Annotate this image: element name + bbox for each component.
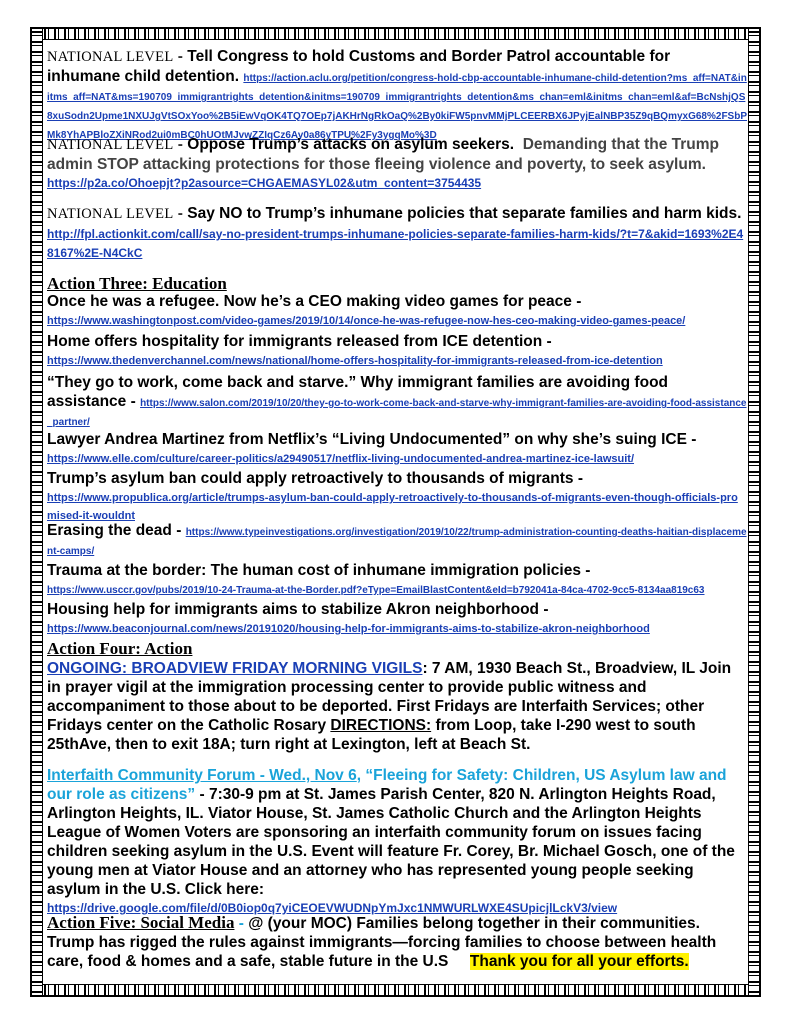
national-title: Tell Congress to hold Customs and Border Patrol accountable for inhumane child detention. <box>47 48 671 85</box>
vigil-time: : 7 AM, 1930 Beach St., Broadview, IL <box>422 660 695 677</box>
forum-title: , “Fleeing for Safety: Children, US Asylum law and our role as citizens” <box>47 767 727 803</box>
article-title: Home offers hospitality for immigrants released from ICE detention - <box>47 333 552 350</box>
directions-label: DIRECTIONS: <box>330 717 432 734</box>
directions-text: from Loop, take I-290 west to south 25thAve, then to exit 18A; turn right at Lexington, left at Beach St. <box>47 717 696 753</box>
section-heading: Action Three: Education <box>47 274 227 293</box>
petition-link[interactable]: https://action.aclu.org/petition/congress-hold-cbp-accountable-inhumane-child-detention?ms_aff=NAT&initms_aff=NAT&ms=190709_immigrantrights_detention&initms=190709_immigrantrights_detention&ms_chan=eml&initms_chan=eml&af=BcNshjQS8xuSodn2Upme1NXUJgVtSOxYoo%2B5iEwVqOK4TQ7OEp7jAKHrNgRkOaQ%2By0kiFW5pnvMMjPLCEERBX6JPyjEalNBP35Z9qBQmyxG68%2FSbPMk8YhAPBloZXiNRod2ui0mBC0hUOtMJvwZZIqCz6Ay0a86yTPU%2Fy3ygqMo%3D <box>47 73 748 141</box>
article-title: Trump’s asylum ban could apply retroactively to thousands of migrants - <box>47 470 583 487</box>
national-desc: Demanding that the Trump admin STOP attacking protections for those fleeing violence and poverty, to seek asylum. <box>47 136 720 173</box>
level-label: NATIONAL LEVEL <box>47 137 174 153</box>
social-section <box>47 913 747 971</box>
level-label: NATIONAL LEVEL <box>47 206 174 222</box>
vigil-link[interactable]: ONGOING: BROADVIEW FRIDAY MORNING VIGILS <box>47 660 423 677</box>
article-link[interactable]: https://www.typeinvestigations.org/investigation/2019/10/22/trump-administration-counting-deaths-haitian-displacement-camps/ <box>47 527 747 557</box>
education-item-1 <box>47 292 747 329</box>
article-title: Erasing the dead - <box>47 522 182 539</box>
article-title: “They go to work, come back and starve.” Why immigrant families are avoiding food assistance - <box>47 374 668 410</box>
border-right <box>748 29 759 995</box>
section-heading: Action Four: Action <box>47 639 193 658</box>
forum-link[interactable]: Interfaith Community Forum - Wed., Nov 6 <box>47 767 357 784</box>
section-heading: Action Five: Social Media <box>47 913 235 932</box>
article-link[interactable]: https://www.salon.com/2019/10/20/they-go-to-work-come-back-and-starve-why-immigrant-families-are-avoiding-food-assistance_partner/ <box>47 398 747 428</box>
education-section <box>47 274 747 294</box>
education-item-5 <box>47 469 747 524</box>
education-item-7 <box>47 561 747 598</box>
forum-event <box>47 766 747 917</box>
article-title: Trauma at the border: The human cost of inhumane immigration policies - <box>47 562 591 579</box>
forum-text: - 7:30-9 pm at St. James Parish Center, 820 N. Arlington Heights Road, Arlington Heights, IL. Viator House, St. James Catholic Church and the Arlington Heights League of Women Voters are sponsoring an interfaith community forum on issues facing children seeking asylum in the U.S. Event will feature Fr. Corey, Br. Michael Gosch, one of the young men at Viator House and an attorney who has represented young people seeking asylum in the U.S. Click here: <box>47 786 735 898</box>
national-item-2: NATIONAL LEVEL - Oppose Trump’s attacks on asylum seekers. Demanding that the Trump admin STOP attacking protections for those fleeing violence and poverty, to seek asylum. https://p2a.co/Ohoepjt?p2asource=CHGAEMASYL02&utm_content=3754435 <box>47 136 720 190</box>
forum-drive-link[interactable]: https://drive.google.com/file/d/0B0iop0q7yiCEOEVWUDNpYmJxc1NMWURLWXE4SUpicjlLckV3/view <box>47 901 618 915</box>
article-link[interactable]: https://www.elle.com/culture/career-politics/a29490517/netflix-living-undocumented-andrea-martinez-ice-lawsuit/ <box>47 453 635 465</box>
article-title: Housing help for immigrants aims to stabilize Akron neighborhood - <box>47 601 549 618</box>
social-dash: - <box>234 915 249 932</box>
article-link[interactable]: https://www.usccr.gov/pubs/2019/10-24-Trauma-at-the-Border.pdf?eType=EmailBlastContent&eId=b792041a-84ca-4702-9cc5-8134aa819c63 <box>47 585 705 596</box>
border-left <box>32 29 43 995</box>
education-item-4 <box>47 430 747 467</box>
article-link[interactable]: https://www.propublica.org/article/trumps-asylum-ban-could-apply-retroactively-to-thousands-of-migrants-even-though-officials-promised-it-wouldnt <box>47 492 738 522</box>
article-link[interactable]: https://www.beaconjournal.com/news/20191020/housing-help-for-immigrants-aims-to-stabilize-akron-neighborhood <box>47 623 650 635</box>
article-title: Lawyer Andrea Martinez from Netflix’s “Living Undocumented” on why she’s suing ICE - <box>47 431 697 448</box>
national-item-1: NATIONAL LEVEL - Tell Congress to hold Customs and Border Patrol accountable for inhumane child detention. https://action.aclu.org/petition/congress-hold-cbp-accountable-inhumane-child-detention?ms_aff=NAT&initms_aff=NAT&ms=190709_immigrantrights_detention&initms=190709_immigrantrights_detention&ms_chan=eml&initms_chan=eml&af=BcNshjQS8xuSodn2Upme1NXUJgVtSOxYoo%2B5iEwVqOK4TQ7OEp7jAKHrNgRkOaQ%2By0kiFW5pnvMMjPLCEERBX6JPyjEalNBP35Z9qBQmyxG68%2FSbPMk8YhAPBloZXiNRod2ui0mBC0hUOtMJvwZZIqCz6Ay0a86yTPU%2Fy3ygqMo%3D <box>47 48 748 141</box>
national-item-3: NATIONAL LEVEL - Say NO to Trump’s inhumane policies that separate families and harm kids. http://fpl.actionkit.com/call/say-no-president-trumps-inhumane-policies-separate-families-harm-kids/?t=7&akid=1693%2E48167%2E-N4CkC <box>47 205 744 260</box>
article-title: Once he was a refugee. Now he’s a CEO making video games for peace - <box>47 293 582 310</box>
level-label: NATIONAL LEVEL <box>47 49 174 65</box>
border-top <box>32 29 759 40</box>
education-item-8 <box>47 600 747 637</box>
thanks-note: Thank you for all your efforts. <box>469 953 689 970</box>
education-item-3 <box>47 373 747 430</box>
petition-link[interactable]: http://fpl.actionkit.com/call/say-no-president-trumps-inhumane-policies-separate-families-harm-kids/?t=7&akid=1693%2E48167%2E-N4CkC <box>47 227 744 260</box>
education-item-6 <box>47 521 747 559</box>
article-link[interactable]: https://www.washingtonpost.com/video-games/2019/10/14/once-he-was-refugee-now-hes-ceo-making-video-games-peace/ <box>47 315 686 327</box>
education-item-2 <box>47 332 747 369</box>
vigil-text: Join in prayer vigil at the immigration processing center to provide public witness and accompaniment to those about to be deported. First Fridays are Interfaith Services; other Fridays center on the Catholic Rosary <box>47 660 732 734</box>
national-title: Oppose Trump’s attacks on asylum seekers. <box>187 136 515 153</box>
national-title: Say NO to Trump’s inhumane policies that separate families and harm kids. <box>187 205 742 222</box>
article-link[interactable]: https://www.thedenverchannel.com/news/national/home-offers-hospitality-for-immigrants-released-from-ice-detention <box>47 355 663 367</box>
border-bottom <box>32 984 759 995</box>
petition-link[interactable]: https://p2a.co/Ohoepjt?p2asource=CHGAEMASYL02&utm_content=3754435 <box>47 176 482 190</box>
social-text: @ (your MOC) Families belong together in their communities. Trump has rigged the rules against immigrants—forcing families to choose between health care, food & homes and a safe, stable future in the U.S <box>47 915 717 970</box>
action-section <box>47 639 747 754</box>
